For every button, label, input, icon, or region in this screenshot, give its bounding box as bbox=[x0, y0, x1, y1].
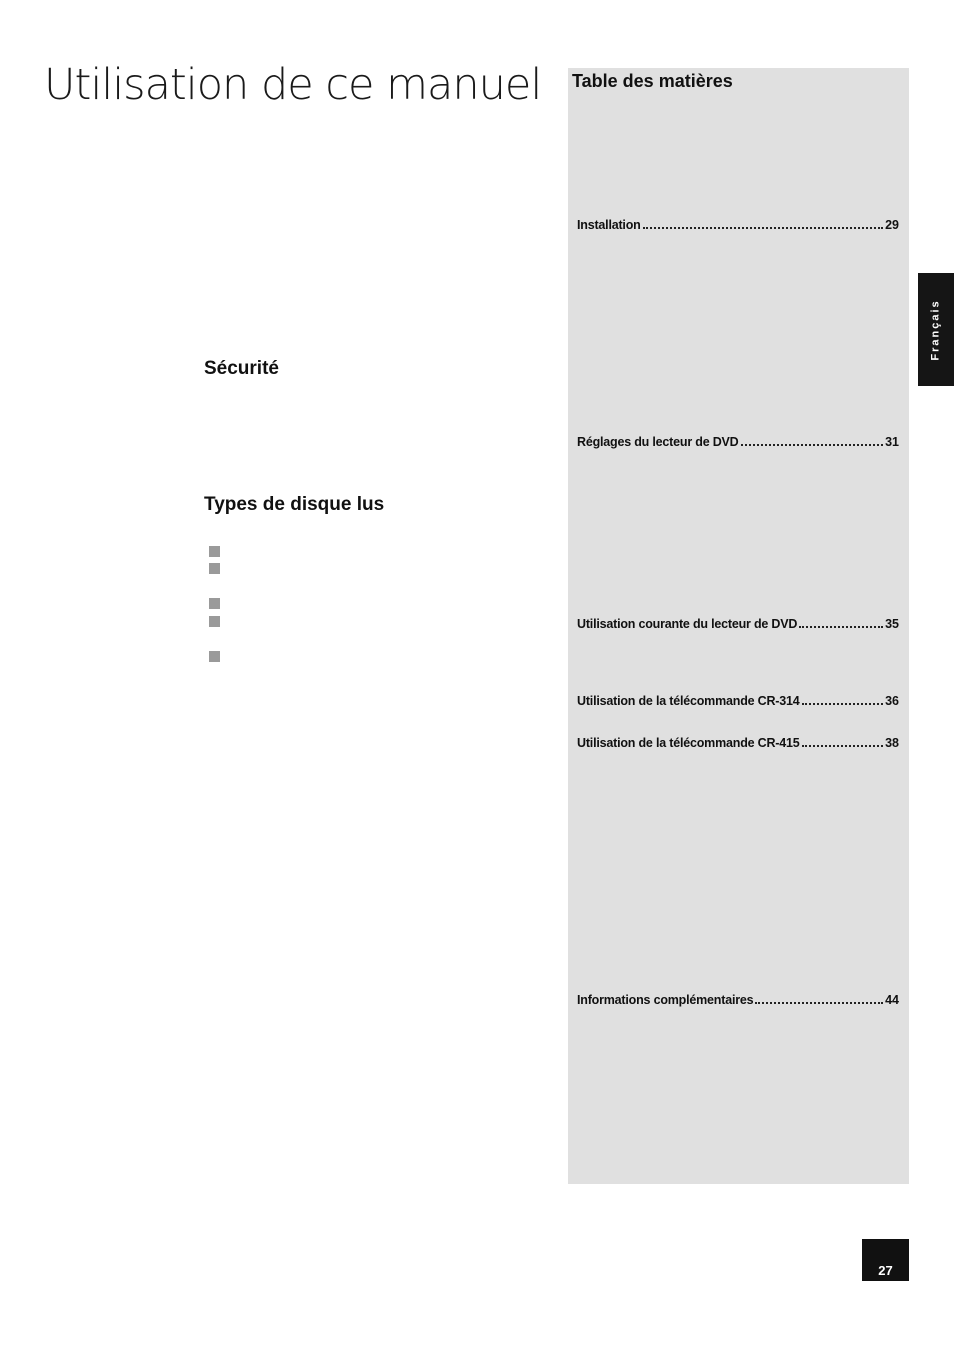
toc-entry-dvd-usage[interactable] bbox=[577, 617, 899, 631]
toc-entry-additional-info[interactable] bbox=[577, 993, 899, 1007]
toc-entry-dvd-settings[interactable] bbox=[577, 435, 899, 449]
toc-entry-page: 38 bbox=[885, 736, 899, 750]
bullet-square-icon bbox=[209, 546, 220, 557]
page-number-label: 27 bbox=[878, 1263, 893, 1278]
toc-entry-installation[interactable] bbox=[577, 218, 899, 232]
toc-leader-dots bbox=[799, 625, 883, 628]
safety-heading: Sécurité bbox=[204, 358, 279, 379]
language-tab-label: Français bbox=[930, 298, 942, 361]
disc-types-heading: Types de disque lus bbox=[204, 494, 385, 515]
toc-leader-dots bbox=[802, 702, 884, 705]
toc-leader-dots bbox=[802, 744, 884, 747]
toc-entry-remote-cr415[interactable] bbox=[577, 736, 899, 750]
toc-entry-page: 29 bbox=[885, 218, 899, 232]
toc-title: Table des matières bbox=[572, 71, 733, 91]
bullet-square-icon bbox=[209, 598, 220, 609]
page-number bbox=[862, 1239, 909, 1281]
toc-leader-dots bbox=[741, 443, 884, 446]
table-of-contents bbox=[568, 68, 909, 1184]
toc-entry-page: 35 bbox=[885, 617, 899, 631]
page-title: Utilisation de ce manuel bbox=[44, 60, 542, 110]
toc-entry-page: 31 bbox=[885, 435, 899, 449]
toc-entry-label: Utilisation de la télécommande CR-314 bbox=[577, 694, 800, 708]
bullet-square-icon bbox=[209, 563, 220, 574]
toc-leader-dots bbox=[755, 1001, 883, 1004]
toc-leader-dots bbox=[643, 226, 884, 229]
toc-entry-label: Utilisation de la télécommande CR-415 bbox=[577, 736, 800, 750]
toc-entry-page: 44 bbox=[885, 993, 899, 1007]
toc-entry-label: Réglages du lecteur de DVD bbox=[577, 435, 739, 449]
toc-entry-page: 36 bbox=[885, 694, 899, 708]
toc-entry-remote-cr314[interactable] bbox=[577, 694, 899, 708]
toc-entry-label: Installation bbox=[577, 218, 641, 232]
toc-entry-label: Informations complémentaires bbox=[577, 993, 754, 1007]
language-tab bbox=[918, 273, 954, 386]
bullet-square-icon bbox=[209, 616, 220, 627]
toc-entry-label: Utilisation courante du lecteur de DVD bbox=[577, 617, 798, 631]
bullet-square-icon bbox=[209, 651, 220, 662]
